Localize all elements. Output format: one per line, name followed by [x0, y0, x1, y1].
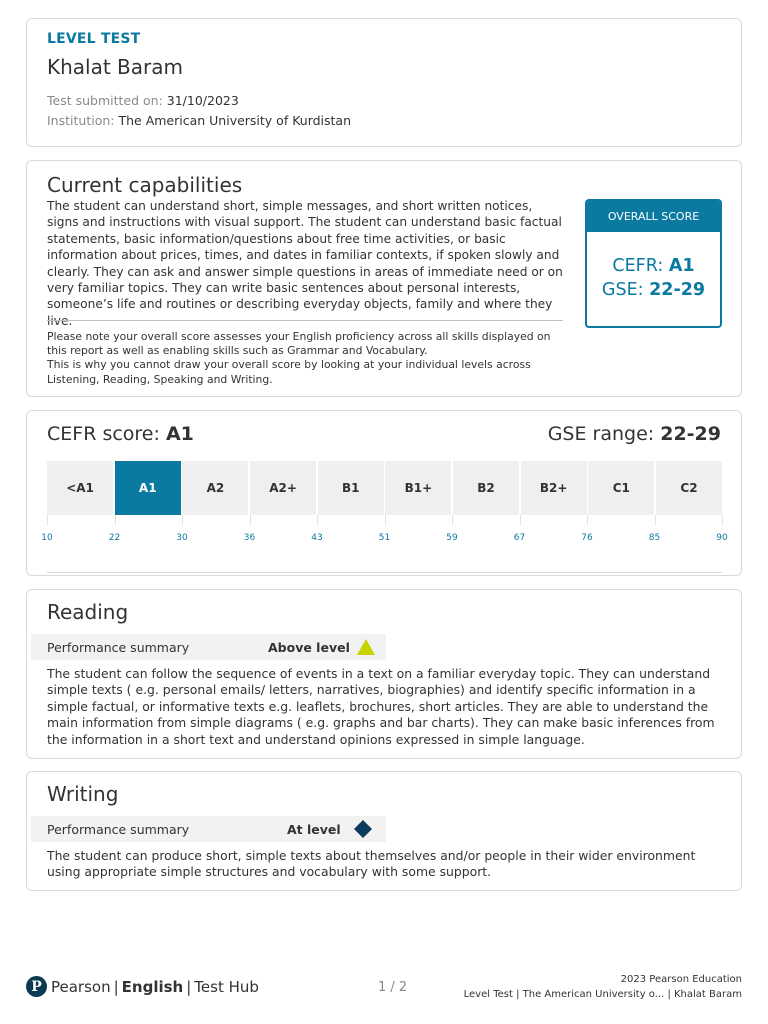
tick-mark: [520, 515, 521, 525]
tick-mark: [250, 515, 251, 525]
cefr-level-segment: A2+: [250, 461, 316, 515]
writing-performance-row: [31, 816, 386, 842]
performance-summary-label: Performance summary: [47, 821, 190, 837]
overall-gse-value: 22-29: [649, 280, 706, 300]
tick-mark: [115, 515, 116, 525]
score-note-line-2: This is why you cannot draw your overall score by looking at your individual levels across Listening, Reading, Speaking and Writing.: [47, 358, 531, 386]
copyright: 2023 Pearson Education: [620, 974, 742, 985]
institution-value: The American University of Kurdistan: [118, 113, 352, 128]
overall-score-label: OVERALL SCORE: [587, 201, 720, 232]
submitted-value: 31/10/2023: [166, 93, 239, 108]
brand-hub: Test Hub: [194, 977, 259, 996]
cefr-level-segment: B1: [318, 461, 384, 515]
cefr-score-label: CEFR score:: [47, 423, 160, 445]
gse-range-label: GSE range:: [547, 423, 655, 445]
cefr-level-segment: C1: [588, 461, 654, 515]
reading-card: [26, 589, 742, 759]
tick-mark: [587, 515, 588, 525]
cefr-level-segment: B2+: [521, 461, 587, 515]
tick-mark: [182, 515, 183, 525]
pearson-logo-icon: P: [26, 976, 47, 997]
institution-label: Institution:: [47, 113, 115, 128]
writing-card: [26, 771, 742, 891]
writing-performance-value: At level: [287, 821, 341, 837]
overall-cefr-label: CEFR:: [612, 256, 664, 276]
tick-label: 90: [716, 533, 728, 543]
capabilities-card: [26, 160, 742, 397]
cefr-score-value: A1: [165, 423, 194, 445]
brand-english: English: [121, 977, 184, 996]
tick-label: 22: [108, 533, 121, 543]
report-header-card: [26, 18, 742, 147]
capabilities-description: The student can understand short, simple messages, and short written notices, signs and instructions with visual support. The student can understand basic factual statements, basic information/questions about free time activities, or basic information about prices, times, and dates in familiar contexts, if spoken slowly and clearly. They can ask and answer simple questions in areas of immediate need or on very familiar topics. They can write basic sentences about personal interests, someone’s life and routines or describing everyday objects, family and where they live.: [47, 199, 563, 328]
submitted-label: Test submitted on:: [47, 93, 163, 108]
overall-score-box: [585, 199, 722, 328]
tick-mark: [722, 515, 723, 525]
score-note: [47, 330, 567, 387]
capabilities-title: Current capabilities: [47, 173, 243, 197]
submitted-row: [47, 91, 721, 111]
cefr-level-segment: A2: [182, 461, 248, 515]
cefr-scale-card: [26, 410, 742, 576]
overall-gse-label: GSE:: [601, 280, 644, 300]
reading-performance-value: Above level: [268, 639, 350, 655]
cefr-level-bar: [47, 461, 722, 515]
document-reference: Level Test | The American University o... | Khalat Baram: [463, 989, 742, 1000]
tick-label: 76: [581, 533, 593, 543]
tick-label: 67: [513, 533, 526, 543]
writing-title: Writing: [47, 782, 119, 806]
tick-label: 85: [648, 533, 661, 543]
divider: [47, 320, 563, 321]
tick-mark: [452, 515, 453, 525]
reading-title: Reading: [47, 600, 129, 624]
tick-mark: [47, 515, 48, 525]
tick-label: 59: [446, 533, 458, 543]
gse-range-heading: [548, 423, 721, 445]
triangle-up-icon: [356, 638, 376, 656]
tick-label: 36: [243, 533, 256, 543]
brand-name: Pearson: [51, 977, 111, 996]
score-note-line-1: Please note your overall score assesses your English proficiency across all skills displayed on this report as well as enabling skills such as Grammar and Vocabulary.: [47, 330, 551, 358]
brand-text: Pearson | English | Test Hub: [51, 977, 259, 996]
page-footer: [26, 972, 742, 1004]
brand-lockup: [26, 976, 259, 997]
cefr-level-segment: A1: [115, 461, 181, 515]
cefr-level-segment: B2: [453, 461, 519, 515]
reading-description: The student can follow the sequence of events in a text on a familiar everyday topic. They can understand simple texts ( e.g. personal emails/ letters, narratives, biographies) and identify specific information in a simple factual, or informative texts e.g. leaflets, brochures, short articles. They are able to understand the main information from simple diagrams ( e.g. graphs and bar charts). They can make basic inferences from the information in a short text and understand opinions expressed in simple language.: [47, 666, 715, 747]
tick-label: 43: [311, 533, 323, 543]
tick-label: 30: [176, 533, 188, 543]
overall-gse: [587, 278, 720, 302]
gse-tick-scale: [41, 515, 728, 543]
submission-info: [47, 91, 721, 131]
divider: [47, 572, 722, 573]
tick-label: 10: [41, 533, 53, 543]
gse-range-value: 22-29: [660, 423, 721, 445]
page-number: 1 / 2: [378, 980, 408, 995]
tick-mark: [655, 515, 656, 525]
tick-mark: [385, 515, 386, 525]
tick-mark: [317, 515, 318, 525]
performance-summary-label: Performance summary: [47, 639, 190, 655]
tick-label: 51: [378, 533, 391, 543]
cefr-level-segment: B1+: [385, 461, 451, 515]
overall-cefr: [587, 254, 720, 278]
institution-row: [47, 111, 721, 131]
report-type-label: LEVEL TEST: [47, 31, 141, 47]
cefr-level-segment: C2: [656, 461, 722, 515]
cefr-level-segment: <A1: [47, 461, 113, 515]
candidate-name: Khalat Baram: [47, 55, 183, 79]
reading-performance-row: [31, 634, 386, 660]
diamond-icon: [353, 820, 373, 838]
writing-description: The student can produce short, simple texts about themselves and/or people in their wider environment using appropriate simple structures and vocabulary with some support.: [47, 848, 696, 880]
footer-info: [464, 972, 742, 1002]
cefr-score-heading: [47, 423, 194, 445]
overall-score-values: [587, 254, 720, 302]
overall-cefr-value: A1: [668, 256, 695, 276]
